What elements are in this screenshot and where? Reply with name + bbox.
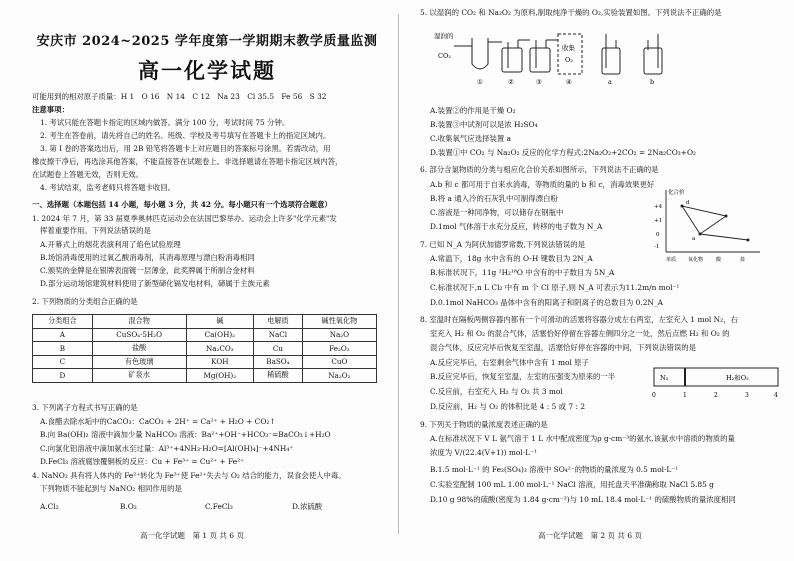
question-4-option-d: D.浓硫酸 xyxy=(292,502,323,511)
question-5-text: 5. 以湿润的 CO₂ 和 Na₂O₂ 为原料,制取纯净干燥的 O₂,实验装置如图。下列说法不正确的是 xyxy=(420,8,722,17)
page-2 xyxy=(404,0,794,561)
question-9-option-c: C.实验室配制 100 mL 1.00 mol·L⁻¹ NaCl 溶液，用托盘天平准确称取 NaCl 5.85 g xyxy=(430,480,714,489)
table-row xyxy=(33,328,377,342)
question-9-option-b: B.1.5 mol·L⁻¹ 的 Fe₂(SO₄)₃ 溶液中 SO₄²⁻的物质的量浓度为 0.5 mol·L⁻¹ xyxy=(430,465,679,474)
question-1-option-c: C.颁奖的金牌是在银牌表面镀一层薄金，此奖牌属于所制合金材料 xyxy=(40,266,255,275)
table-cell: CuO xyxy=(302,355,376,369)
question-1-option-d: D.部分运动场馆建筑材料使用了新型碲化镉发电材料，碲属于主族元素 xyxy=(40,279,270,288)
atomic-mass-line: 可能用到的相对原子质量：H 1 O 16 N 14 C 12 Na 23 Cl 35.5 Fe 56 S 32 xyxy=(32,92,327,101)
question-1-option-a: A.开幕式上的烟花表演利用了焰色试验原理 xyxy=(40,240,181,249)
question-1-text: 挥着重要作用。下列说法错误的是 xyxy=(40,226,151,235)
note-line: 3. 第 I 卷的答案选出后，用 2B 铅笔将答题卡上对应题目的答案标号涂黑。若需改动，用 xyxy=(40,144,331,153)
classification-table xyxy=(32,314,377,383)
wash-bottle-3 xyxy=(530,48,550,72)
question-3-option-b: B.向 Ba(OH)₂ 溶液中滴加少量 NaHCO₃ 溶液：Ba²⁺+OH⁻+HCO₃⁻=BaCO₃↓+H₂O xyxy=(40,430,331,439)
table-cell: NaCl xyxy=(254,328,303,342)
note-line: 在试题卷上答题无效，否则无效。 xyxy=(32,170,143,179)
fig5-label: ② xyxy=(508,78,514,86)
table-cell: BaSO₄ xyxy=(254,355,303,369)
table-cell: Mg(OH)₂ xyxy=(186,369,254,383)
table-cell: CuSO₄·5H₂O xyxy=(92,328,186,342)
point-label: d xyxy=(686,200,690,206)
scale-label: 0 xyxy=(652,392,656,399)
fig5-label: b xyxy=(650,78,655,86)
question-7-option-b: B.标准状况下，11g ²H₂¹⁸O 中含有的中子数目为 5N_A xyxy=(430,268,615,277)
page-1 xyxy=(0,0,394,561)
table-row xyxy=(33,369,377,383)
question-6-option-c: C.溶液是一种同净物，可以储存在钢瓶中 xyxy=(430,208,564,217)
y-tick-label: +4 xyxy=(654,204,663,210)
question-5-option-c: C.收集氧气应选择装置 a xyxy=(430,134,512,143)
note-line: 1. 考试只能在答题卡指定的区域内做答。满分 100 分，考试时间 75 分钟。 xyxy=(40,118,290,127)
x-category-label: 盐 xyxy=(740,257,746,263)
left-chamber-label: N₂ xyxy=(660,374,669,382)
table-cell: B xyxy=(33,342,93,356)
question-8-text: 8. 室温时在隔板两侧容器内都有一个可滑动的活塞将容器分成左右两室，左室充入 1 mol N₂，右 xyxy=(420,315,738,324)
u-tube-1 xyxy=(472,38,488,69)
table-cell: Na₂O xyxy=(302,328,376,342)
bottle-a xyxy=(602,48,620,74)
note-line: 2. 考生在答卷前，请先将自己的姓名、班级、学校及考号填写在答题卡上的指定区域内。 xyxy=(40,131,331,140)
note-line: 橡皮擦干净后，再选涂其他答案，不能直接答在试题卷上。非选择题请在答题卡指定区域内答， xyxy=(32,157,343,166)
fig5-label: O₂ xyxy=(565,56,573,64)
question-3-option-c: C.向氯化铝溶液中滴加氨水至过量：Al³⁺+4NH₃·H₂O=[Al(OH)₄]⁻+4NH₄⁺ xyxy=(40,444,294,453)
y-tick-label: -1 xyxy=(654,244,660,250)
table-cell: Cu xyxy=(254,342,303,356)
fig5-label: 湿润的 xyxy=(434,32,454,40)
question-4-option-a: A.Cl₂ xyxy=(40,502,59,511)
table-header-cell: 碱性氧化物 xyxy=(302,315,376,329)
question-6-option-d: D.1mol 气体溶于水充分反应，转移的电子数为 N_A xyxy=(430,222,603,231)
point-label: a xyxy=(692,236,696,242)
exam-title: 高一化学试题 xyxy=(138,58,276,83)
y-tick-label: +1 xyxy=(654,218,663,224)
y-tick-label: 0 xyxy=(656,232,660,238)
question-9-option-d: D.10 g 98%的硫酸(密度为 1.84 g·cm⁻³)与 10 mL 18.4 mol·L⁻¹ 的硫酸物质的量浓度相同 xyxy=(430,495,736,504)
table-header-row xyxy=(33,315,377,329)
table-header-cell: 分类组合 xyxy=(33,315,93,329)
question-9-text: 9. 下列关于物质的量浓度表述正确的是 xyxy=(420,420,548,429)
question-8-option-c: C.反应前，右室充入 H₂ 与 O₂ 共 3 mol xyxy=(430,387,563,396)
table-cell: 稀硫酸 xyxy=(254,369,303,383)
section-heading: 一、选择题（本题包括 14 小题，每小题 3 分，共 42 分。每小题只有一个选项符合题意） xyxy=(32,200,332,209)
question-5-option-d: D.装置①中 CO₂ 与 Na₂O₂ 反应的化学方程式:2Na₂O₂+2CO₂ = 2Na₂CO₃+O₂ xyxy=(430,148,696,157)
table-row xyxy=(33,342,377,356)
x-category-label: 酸 xyxy=(716,257,722,263)
question-6-option-a: A.b 和 c 都可用于自来水消毒，等物质的量的 b 和 c，消毒效果更好 xyxy=(430,180,655,189)
question-6-option-b: B.将 a 通入冷的石灰乳中可制得漂白粉 xyxy=(430,194,558,203)
question-5-option-b: B.装置③中试剂可以是浓 H₂SO₄ xyxy=(430,120,538,129)
question-4-option-c: C.FeCl₃ xyxy=(205,502,233,511)
x-category-label: 单质 xyxy=(666,257,677,263)
question-7-option-c: C.标准状况下,n L Cl₂ 中有 m 个 Cl 原子,则 N_A 可表示为11.2m/n mol⁻¹ xyxy=(430,283,680,292)
page-footer: 高一化学试题 第 1 页 共 6 页 xyxy=(140,531,244,540)
question-3-text: 3. 下列离子方程式书写正确的是 xyxy=(32,403,138,412)
question-9-option-a-cont: 浓度为 V/(22.4(V+1)) mol·L⁻¹ xyxy=(430,448,537,457)
question-7-option-d: D.0.1mol NaHCO₃ 晶体中含有的阳离子和阴离子的总数目为 0.2N_A xyxy=(430,298,663,307)
y-axis-title: 化合价 xyxy=(668,190,685,196)
fig5-label: ④ xyxy=(566,78,572,86)
table-cell: Na₂O₂ xyxy=(302,369,376,383)
question-5-option-a: A.装置②的作用是干燥 O₂ xyxy=(430,106,516,115)
container-outline xyxy=(654,368,778,386)
scale-label: 1 xyxy=(683,392,687,399)
relation-lines xyxy=(682,206,726,234)
question-8-text: 混合气体，反应完毕后恢复至室温，活塞恰好停在容器的中间，下列说法错误的是 xyxy=(430,343,697,352)
bottle-b xyxy=(644,48,662,74)
question-4-option-b: B.O₂ xyxy=(120,502,137,511)
page-footer: 高一化学试题 第 2 页 共 6 页 xyxy=(538,531,642,540)
question-8-option-b: B.反应完毕后，恢复至室温，左室的压强变为原来的一半 xyxy=(430,372,616,381)
wash-bottle-2 xyxy=(502,48,522,72)
container-diagram xyxy=(648,366,788,400)
table-cell: Na₂CO₃ xyxy=(186,342,254,356)
notes-heading: 注意事项： xyxy=(32,105,69,114)
question-3-option-a: A.食醋去除水垢中的CaCO₃：CaCO₃ + 2H⁺ = Ca²⁺ + H₂O + CO₂↑ xyxy=(40,417,276,426)
x-category-label: 氧化物 xyxy=(688,257,704,263)
question-1-option-b: B.场馆消毒使用的过氧乙酸消毒剂，其消毒原理与漂白粉消毒相同 xyxy=(40,253,255,262)
table-cell: C xyxy=(33,355,93,369)
fig5-label: a xyxy=(608,78,612,86)
scale-label: 4 xyxy=(774,392,778,399)
table-cell: 盐酸 xyxy=(92,342,186,356)
scale-label: 2 xyxy=(714,392,718,399)
question-4-text: 4. NaNO₂ 具有将人体内的 Fe²⁺转化为 Fe³⁺使 Fe²⁺失去与 O₂ 结合的能力，误食会使人中毒。 xyxy=(32,471,346,480)
table-cell: A xyxy=(33,328,93,342)
fig5-label: ① xyxy=(477,78,483,86)
chlorine-valence-diagram xyxy=(652,186,764,264)
question-3-option-d: D.FeCl₃ 溶液腐蚀覆铜板的反应：Cu + Fe³⁺ = Cu²⁺ + Fe²⁺ xyxy=(40,457,245,466)
table-header-cell: 混合物 xyxy=(92,315,186,329)
table-header-cell: 碱 xyxy=(186,315,254,329)
page-divider xyxy=(398,14,399,534)
note-line: 4. 考试结束，监考老师只将答题卡收回。 xyxy=(40,183,176,192)
table-cell: Ca(OH)₂ xyxy=(186,328,254,342)
table-cell: D xyxy=(33,369,93,383)
question-7-option-a: A.常温下，18g 水中含有的 O-H 键数目为 2N_A xyxy=(430,254,593,263)
scale-label: 3 xyxy=(745,392,749,399)
table-cell: 有色玻璃 xyxy=(92,355,186,369)
table-cell: KOH xyxy=(186,355,254,369)
fig5-label: 收集 xyxy=(562,44,575,52)
fig5-label: CO₂ xyxy=(438,52,451,60)
question-7-text: 7. 已知 N_A 为阿伏加德罗常数,下列说法错误的是 xyxy=(420,240,585,249)
fig5-label: ③ xyxy=(536,78,542,86)
table-cell: Fe₂O₃ xyxy=(302,342,376,356)
table-cell: 矿泉水 xyxy=(92,369,186,383)
question-6-text: 6. 部分含氯物质的分类与相应化合价关系如图所示，下列说法不正确的是 xyxy=(420,165,659,174)
question-8-option-d: D.反应前，H₂ 与 O₂ 的体积比是 4 : 5 或 7 : 2 xyxy=(430,402,586,411)
apparatus-figure xyxy=(434,28,694,86)
exam-header: 安庆市 2024~2025 学年度第一学期期末教学质量监测 xyxy=(36,34,378,49)
table-row xyxy=(33,355,377,369)
question-8-text: 室充入 H₂ 和 O₂ 的混合气体，活塞恰好停留在容器左侧四分之一处，然后点燃 H₂ 和 O₂ 的 xyxy=(430,329,730,338)
right-chamber-label: H₂和O₂ xyxy=(726,374,749,382)
question-4-text: 下列物质不能起到与 NaNO₂ 相同作用的是 xyxy=(40,484,182,493)
question-1-text: 1. 2024 年 7 月，第 33 届夏季奥林匹克运动会在法国巴黎举办。运动会上许多"化学元素"发 xyxy=(32,214,337,223)
question-9-option-a: A.在标准状况下 V L 氨气溶于 1 L 水中配成密度为ρ g·cm⁻³的氨水,该氨水中溶质的物质的量 xyxy=(430,434,735,443)
question-8-option-a: A.反应完毕后，右室剩余气体中含有 1 mol 原子 xyxy=(430,358,589,367)
question-2-text: 2. 下列物质的分类组合正确的是 xyxy=(32,297,138,306)
table-header-cell: 电解质 xyxy=(254,315,303,329)
collection-box-4 xyxy=(558,34,582,74)
